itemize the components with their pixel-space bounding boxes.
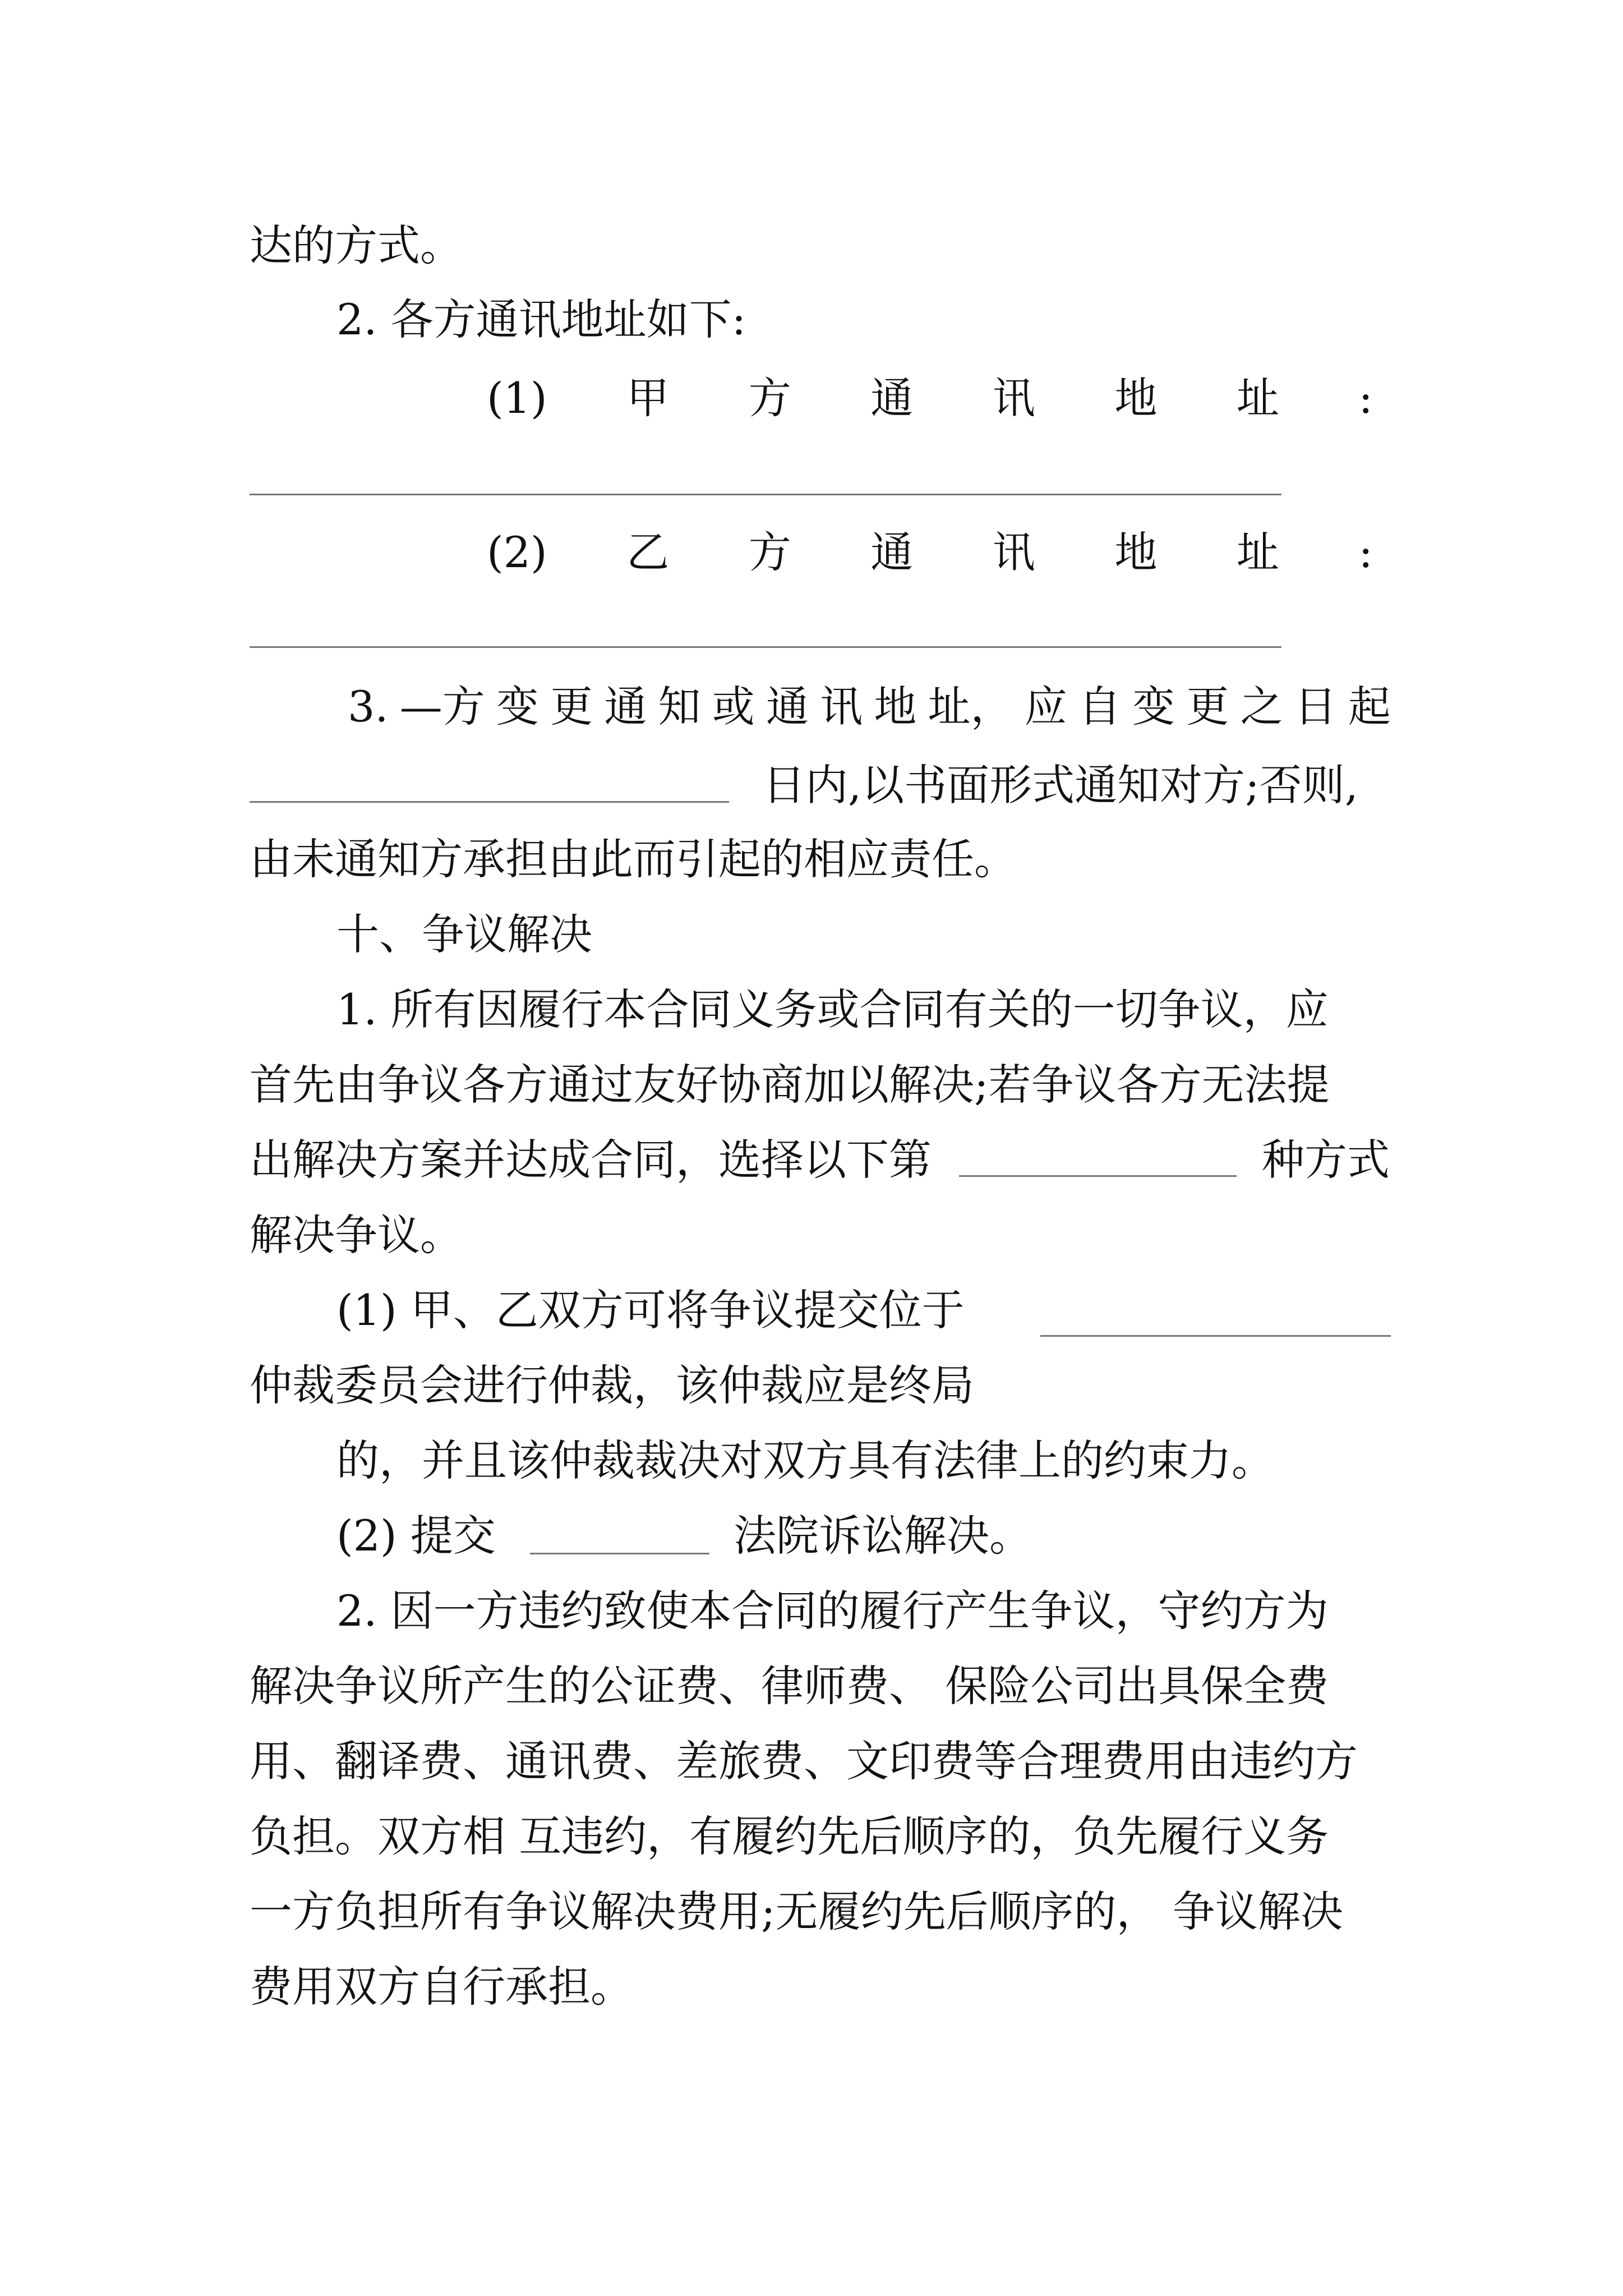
clause-3-char: 更 xyxy=(550,682,593,731)
clause-3-char: 3. xyxy=(348,682,389,731)
address-a-blank xyxy=(250,494,1281,495)
text-line: 出解决方案并达成合同，选择以下第 xyxy=(250,1135,932,1185)
text-line: 一方负担所有争议解决费用;无履约先后顺序的， 争议解决 xyxy=(250,1887,1343,1936)
address-b-char: 地 xyxy=(1114,527,1158,577)
address-a-char: 址 xyxy=(1236,373,1279,423)
clause-3-char: 知 xyxy=(658,682,701,731)
address-b-char: 方 xyxy=(748,527,791,577)
address-b-char: 乙 xyxy=(626,527,670,577)
text-line: 2. 因一方违约致使本合同的履行产生争议，守约方为 xyxy=(336,1586,1329,1636)
text-line: 用、翻译费、通讯费、差旅费、文印费等合理费用由违约方 xyxy=(250,1736,1358,1786)
text-line: 首先由争议各方通过友好协商加以解决;若争议各方无法提 xyxy=(250,1060,1330,1110)
option-number-blank xyxy=(959,1175,1237,1177)
address-b-colon: : xyxy=(1358,527,1373,577)
clause-3-char: —方 xyxy=(399,682,485,731)
address-a-char: 通 xyxy=(870,373,914,423)
address-a-char: 讯 xyxy=(992,373,1035,423)
text-line: 达的方式。 xyxy=(250,220,463,270)
clause-3-char: 之 xyxy=(1240,682,1283,731)
address-b-blank xyxy=(250,646,1281,648)
clause-3-char: 日 xyxy=(1294,682,1337,731)
text-line: 种方式 xyxy=(1262,1135,1390,1185)
text-line: 负担。双方相 互违约，有履约先后顺序的，负先履行义务 xyxy=(250,1811,1329,1861)
text-line: 1. 所有因履行本合同义务或合同有关的一切争议，应 xyxy=(336,984,1329,1034)
clause-3-char: 址， xyxy=(928,682,1013,731)
clause-3-char: 通 xyxy=(604,682,647,731)
text-line: 2. 各方通讯地址如下: xyxy=(336,295,746,344)
address-b-char: 通 xyxy=(870,527,914,577)
text-line: 法院诉讼解决。 xyxy=(734,1511,1032,1561)
clause-3-char: 应 xyxy=(1024,682,1067,731)
clause-3-char: 讯 xyxy=(820,682,863,731)
text-line: 的，并且该仲裁裁决对双方具有法律上的约束力。 xyxy=(336,1435,1274,1485)
clause-3-char: 自 xyxy=(1078,682,1121,731)
address-a-colon: : xyxy=(1358,373,1373,423)
text-line: 解决争议。 xyxy=(250,1210,463,1260)
address-b-label xyxy=(487,524,1373,581)
text-line: 日内,以书面形式通知对方;否则, xyxy=(763,760,1358,810)
address-a-char: 甲 xyxy=(626,373,670,423)
text-line: 费用双方自行承担。 xyxy=(250,1962,633,2012)
clause-3-char: 更 xyxy=(1186,682,1229,731)
clause-3-char: 起 xyxy=(1348,682,1391,731)
clause-3-char: 变 xyxy=(496,682,539,731)
section-heading: 十、争议解决 xyxy=(336,909,592,959)
text-line: 由未通知方承担由此而引起的相应责任。 xyxy=(250,834,1017,884)
address-b-char: 讯 xyxy=(992,527,1035,577)
text-line: (2) 提交 xyxy=(336,1511,496,1561)
arbitration-blank xyxy=(1040,1335,1391,1337)
address-a-label xyxy=(487,370,1373,426)
clause-3-char: 或 xyxy=(712,682,755,731)
text-line: 解决争议所产生的公证费、律师费、 保险公司出具保全费 xyxy=(250,1661,1329,1711)
days-blank xyxy=(250,801,729,803)
clause-3-char: 变 xyxy=(1132,682,1175,731)
text-line: 仲裁委员会进行仲裁，该仲裁应是终局 xyxy=(250,1360,974,1410)
address-a-char: 方 xyxy=(748,373,791,423)
court-blank xyxy=(530,1553,709,1554)
address-b-char: 址 xyxy=(1236,527,1279,577)
address-a-char: 地 xyxy=(1114,373,1158,423)
text-line: (1) 甲、乙双方可将争议提交位于 xyxy=(336,1285,965,1335)
address-a-number: (1) xyxy=(487,373,547,423)
clause-3-char: 地 xyxy=(874,682,917,731)
clause-3-line xyxy=(348,679,1391,735)
clause-3-char: 通 xyxy=(766,682,809,731)
address-b-number: (2) xyxy=(487,527,547,577)
